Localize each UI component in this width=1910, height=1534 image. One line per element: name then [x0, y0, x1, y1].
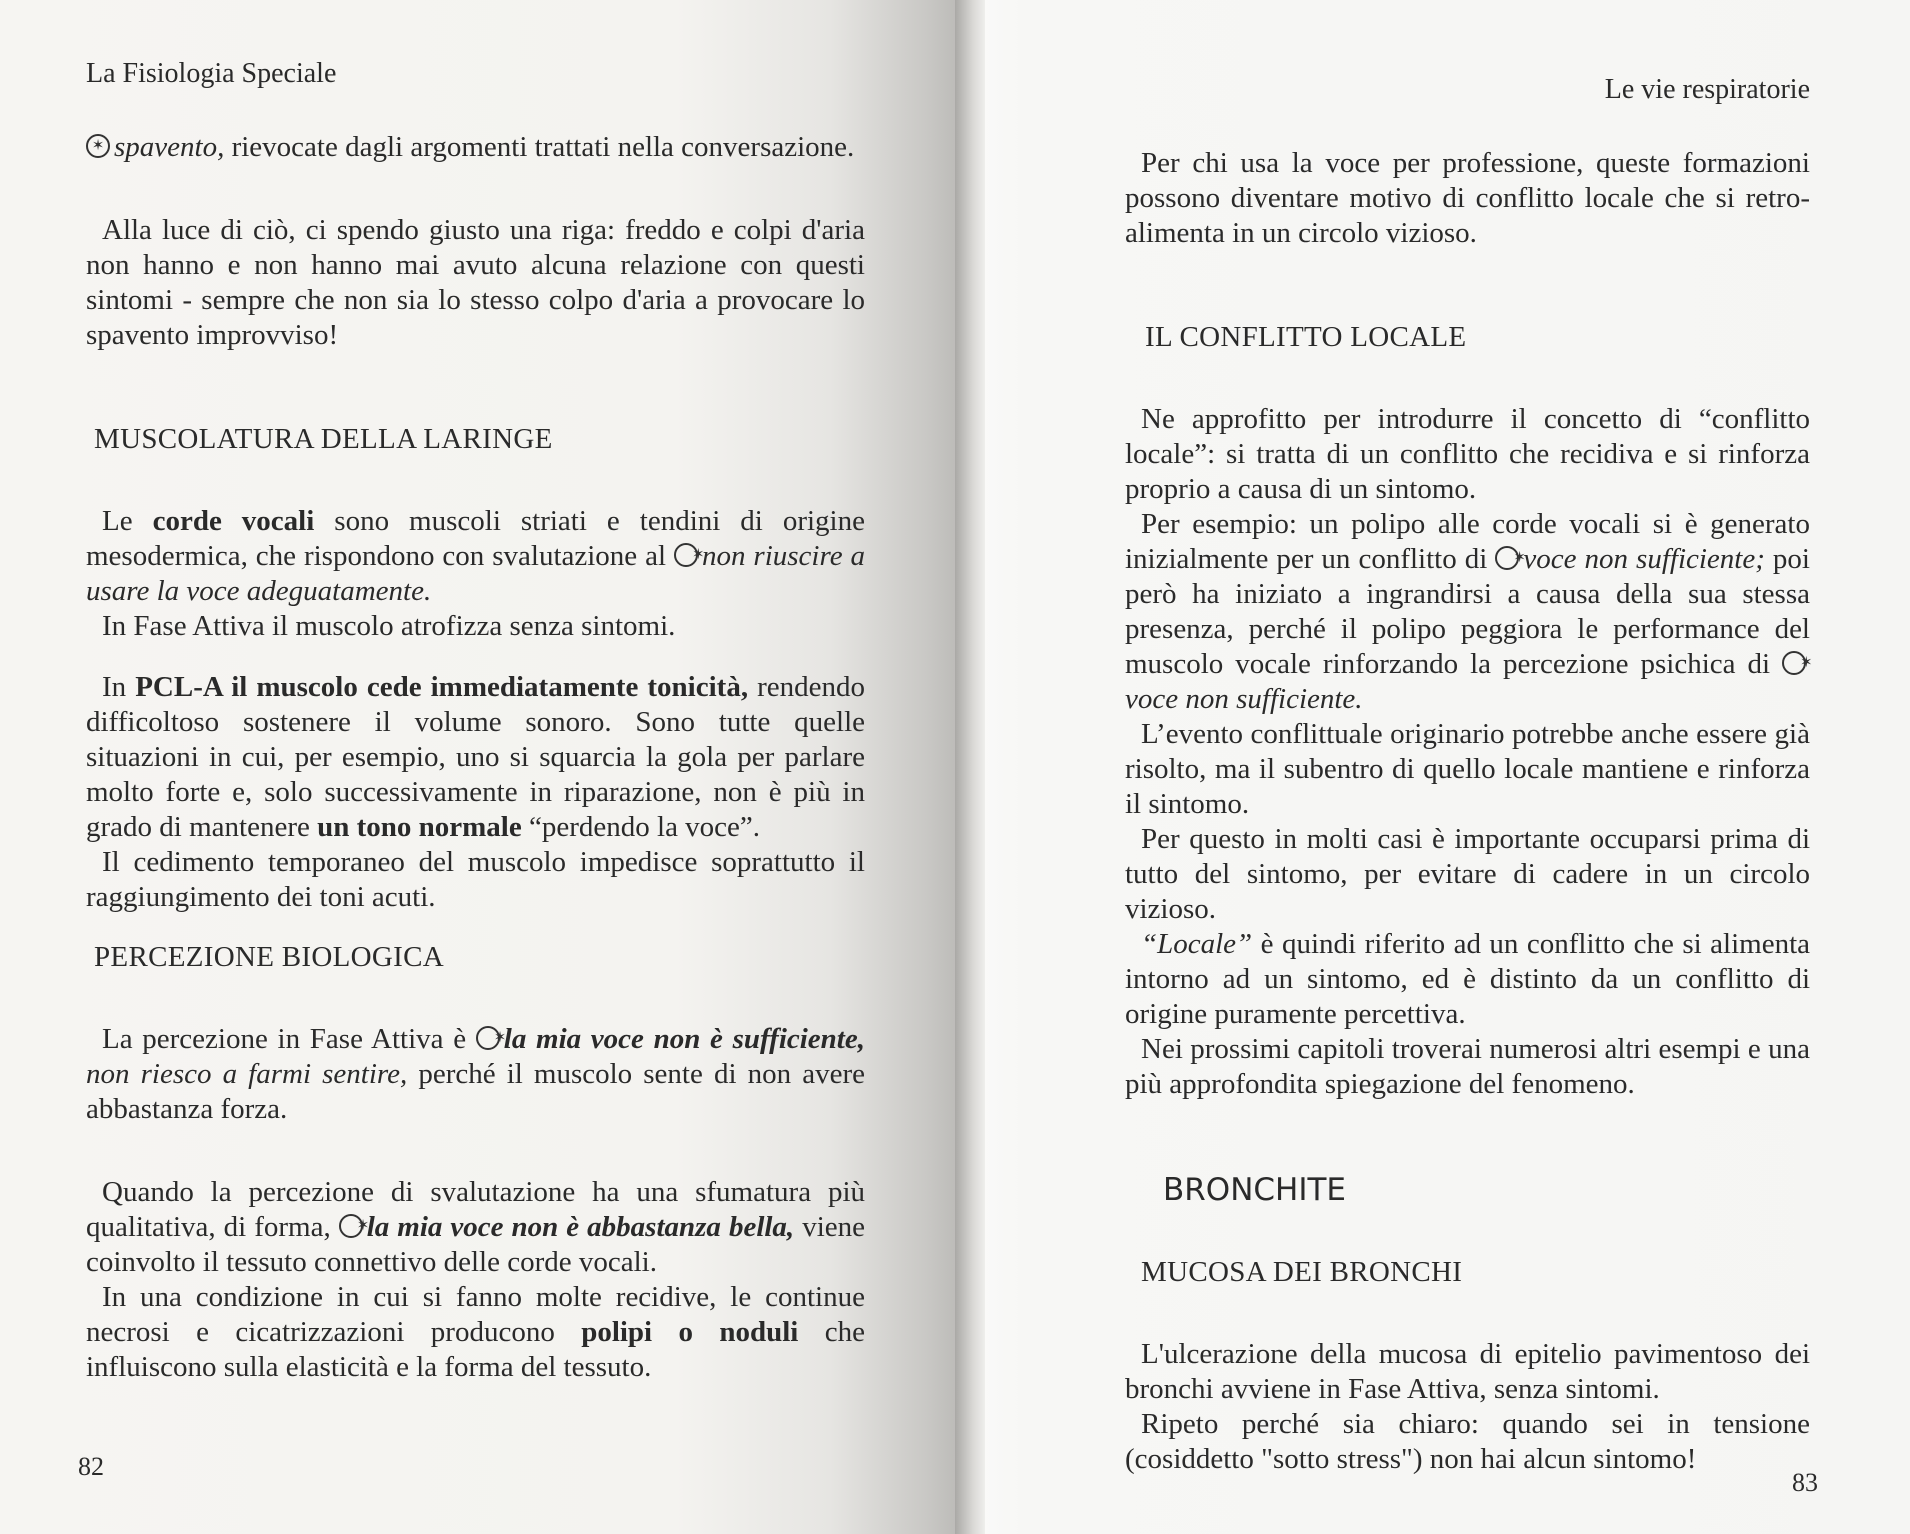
- section-heading-conflitto: IL CONFLITTO LOCALE: [1145, 321, 1467, 353]
- paragraph-cedimento: Il cedimento temporaneo del muscolo impedisce soprattutto il raggiungimento dei toni acuti.: [86, 846, 865, 913]
- page-number-right: 83: [1792, 1468, 1818, 1497]
- right-page: [965, 0, 1910, 1534]
- continued-paragraph: ✶spavento, rievocate dagli argomenti trattati nella conversazione.: [86, 130, 865, 165]
- paragraph-professione: Per chi usa la voce per professione, queste formazioni possono diventare motivo di conflitto locale che si retro-alimenta in un circolo vizioso.: [1125, 147, 1810, 249]
- section-heading-muscolatura: MUSCOLATURA DELLA LARINGE: [94, 423, 553, 455]
- paragraph-percezione: La percezione in Fase Attiva è ✶la mia voce non è sufficiente, non riesco a farmi sentire, perché il muscolo sente di non avere abbastanza forza.: [86, 1022, 865, 1127]
- perception-star-icon: [339, 1214, 363, 1238]
- paragraph-freddo: Alla luce di ciò, ci spendo giusto una riga: freddo e colpi d'aria non hanno e non hanno mai avuto alcuna relazione con questi sintomi - sempre che non sia lo stesso colpo d'aria a provocare lo spavento improvviso!: [86, 214, 865, 351]
- paragraph-ripeto: Ripeto perché sia chiaro: quando sei in tensione (cosiddetto "sotto stress") non hai alcun sintomo!: [1125, 1408, 1810, 1475]
- paragraph-prossimi: Nei prossimi capitoli troverai numerosi altri esempi e una più approfondita spiegazione del fenomeno.: [1125, 1033, 1810, 1100]
- paragraph-evento: L’evento conflittuale originario potrebbe anche essere già risolto, ma il subentro di quello locale mantiene e rinforza il sintomo.: [1125, 718, 1810, 820]
- book-gutter: [955, 0, 985, 1534]
- perception-star-icon: [1782, 651, 1806, 675]
- section-heading-percezione: PERCEZIONE BIOLOGICA: [94, 941, 444, 973]
- perception-star-icon: [476, 1026, 500, 1050]
- paragraph-recidive: In una condizione in cui si fanno molte recidive, le continue necrosi e cicatrizzazioni producono polipi o noduli che influiscono sulla elasticità e la forma del tessuto.: [86, 1281, 865, 1383]
- paragraph-ne-approfitto: Ne approfitto per introdurre il concetto di “conflitto locale”: si tratta di un conflitto che recidiva e si rinforza proprio a causa di un sintomo.: [1125, 403, 1810, 505]
- paragraph-pcl-a: In PCL-A il muscolo cede immediatamente tonicità, rendendo difficoltoso sostenere il volume sonoro. Sono tutte quelle situazioni in cui, per esempio, uno si squarcia la gola per parlare molto forte e, solo successivamente in riparazione, non è più in grado di mantenere un tono normale “perdendo la voce”.: [86, 671, 865, 843]
- running-head: Le vie respiratorie: [1604, 74, 1810, 105]
- perception-star-icon: [674, 543, 698, 567]
- chapter-heading-bronchite: BRONCHITE: [1163, 1172, 1347, 1208]
- paragraph-locale: “Locale” è quindi riferito ad un conflitto che si alimenta intorno ad un sintomo, ed è distinto da un conflitto di origine puramente percettiva.: [1125, 928, 1810, 1030]
- paragraph-qualitativa: Quando la percezione di svalutazione ha una sfumatura più qualitativa, di forma, ✶la mia voce non è abbastanza bella, viene coinvolto il tessuto connettivo delle corde vocali.: [86, 1175, 865, 1280]
- paragraph-fase-attiva: In Fase Attiva il muscolo atrofizza senza sintomi.: [102, 610, 676, 642]
- perception-star-icon: [1495, 546, 1519, 570]
- paragraph-esempio: Per esempio: un polipo alle corde vocali si è generato inizialmente per un conflitto di ✶voce non sufficiente; poi però ha iniziato a ingrandirsi a causa della sua stessa presenza, perché il polipo peggiora le performance del muscolo vocale rinforzando la percezione psichica di ✶voce non sufficiente.: [1125, 507, 1810, 717]
- section-heading-mucosa: MUCOSA DEI BRONCHI: [1141, 1256, 1463, 1288]
- paragraph-corde-vocali: Le corde vocali sono muscoli striati e tendini di origine mesodermica, che rispondono con svalutazione al ✶non riuscire a usare la voce adeguatamente.: [86, 504, 865, 609]
- paragraph-per-questo: Per questo in molti casi è importante occuparsi prima di tutto del sintomo, per evitare di cadere in un circolo vizioso.: [1125, 823, 1810, 925]
- perception-star-icon: [86, 134, 110, 158]
- running-head: La Fisiologia Speciale: [86, 58, 337, 89]
- page-number-left: 82: [78, 1452, 104, 1481]
- paragraph-ulcerazione: L'ulcerazione della mucosa di epitelio pavimentoso dei bronchi avviene in Fase Attiva, senza sintomi.: [1125, 1338, 1810, 1405]
